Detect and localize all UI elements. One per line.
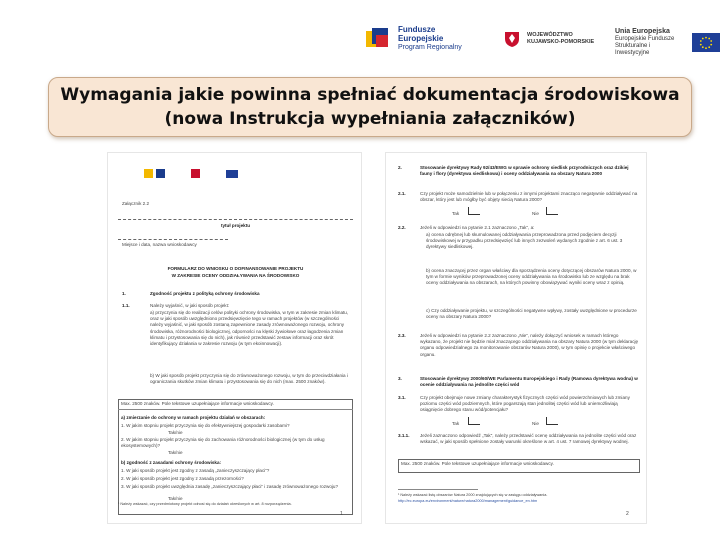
section-2-number: 2. <box>398 165 402 170</box>
question-b1: 1. W jaki sposób projekt jest zgodny z zasadą „zanieczyszczający płaci”? <box>121 468 270 473</box>
no-label: Nie <box>532 421 539 426</box>
section-2-title: Stosowanie dyrektywy Rady 92/43/EWG w sprawie ochrony siedlisk przyrodniczych oraz dzikiej fauny i flory (dyrektywa siedliskowa) i oceny oddziaływania na obszary Natura 2000 <box>420 165 629 177</box>
footnote: ¹ Należy wskazać, czy przedmiotowy projekt odnosi się do działań określonych w art. 8 rozporządzenia. <box>118 502 292 506</box>
no-label: Nie <box>532 211 539 216</box>
page-number: 1 <box>340 511 343 517</box>
ue-line2: Europejskie Fundusze <box>615 36 675 42</box>
coat-of-arms-icon <box>503 30 521 48</box>
section-2-3-text: Jeżeli w odpowiedzi na pytanie 2.2 zaznaczono „Nie”, należy dołączyć wniosek w ramach którego wykazano, że projekt nie będzie miał znaczącego oddziaływania na obszary Natura 2000 (w tym deklarację organu odpowiedzialnego za monitorowanie obszarów Natura 2000), w tym opinię o projekcie właściwego organu. <box>420 333 639 357</box>
section-2-2-b: b) ocena znaczącej przez organ właściwy dla sporządzenia oceny dotyczącej obszarów Natura 2000, w tym w formie wyników przeprowadzonej oceny oddziaływania na środowisko lub ze względu na brak oceny oddziaływania na obszarach, na których powinny obowiązywać wyniki oceny wraz z opinią. <box>426 268 637 286</box>
limit-note: Max. 2500 znaków. Pole tekstowe uzupełniające informacje wnioskodawcy. <box>121 401 274 406</box>
section-1-title: Zgodność projektu z polityką ochrony środowiska <box>150 291 260 296</box>
placement-label: Miejsce i data, nazwa wnioskodawcy <box>122 242 197 247</box>
section-2-2-c: c) Czy oddziaływanie projektu, w szczególności negatywne wpływy, zostały uwzględnione w procedurze oceny na obszary Natura 2000? <box>426 308 637 320</box>
section-2-3-number: 2.3. <box>398 333 406 338</box>
document-page-1 <box>107 152 362 524</box>
answer-yes-no: Tak/nie <box>168 496 183 501</box>
section-3-1-number: 3.1. <box>398 395 406 400</box>
section-2-2-a: a) ocena odrębnej lub skumulowanej oddziaływania przeprowadzona przed podjęciem decyzji środowiskowej w przypadku przedsięwzięć lub innych zezwoleń wydanych zgodnie z art. 6 ust. 3 dyrektywy siedliskowej. <box>426 232 623 250</box>
page-kp-logo <box>191 169 200 178</box>
section-1-1-b: b) W jaki sposób projekt przyczynia się do zrównoważonego rozwoju, w tym do przeciwdziałania i ograniczania skutków zmian klimatu i przystosowania się do nich (max. 2500 znaków). <box>150 373 348 385</box>
section-3-1-1-number: 3.1.1. <box>398 433 410 438</box>
no-checkbox <box>546 417 558 425</box>
slide-title-line1: Wymagania jakie powinna spełniać dokumentacja środowiskowa <box>60 85 680 105</box>
section-2-1-number: 2.1. <box>398 191 406 196</box>
section-3-1-text: Czy projekt obejmuje nowe zmiany charakterystyk fizycznych części wód powierzchniowych lub zmiany poziomu części wód podziemnych, które pogarszają stan jednolitej części wód lub uniemożliwiają osiągnięcie dobrego stanu wód/potencjału? <box>420 395 630 413</box>
ue-line1: Unia Europejska <box>615 28 670 35</box>
question-b: b) zgodność z zasadami ochrony środowiska: <box>121 460 222 465</box>
attachment-ref: Załącznik 2.2 <box>122 201 150 206</box>
yes-label: Tak <box>452 421 460 426</box>
fe-line3: Program Regionalny <box>398 44 462 51</box>
footnote-1: ¹ Należy wskazać listę obszarów Natura 2000 znajdujących się w zasięgu oddziaływania. <box>398 493 548 497</box>
section-3-number: 3. <box>398 376 402 381</box>
page-ue-logo <box>226 170 238 178</box>
no-checkbox <box>546 207 558 215</box>
kujawsko-pomorskie-logo <box>503 30 594 48</box>
yes-checkbox <box>468 417 480 425</box>
section-3-1-1-text: Jeżeli zaznaczono odpowiedź „Tak”, należy przedstawić ocenę oddziaływania na jednolite części wód oraz wskazać, w jaki sposób spełnione zostały warunki określone w art. 4 ust. 7 ramowej dyrektywy wodnej. <box>420 433 637 445</box>
form-title-1: FORMULARZ DO WNIOSKU O DOFINANSOWANIE PROJEKTU <box>167 266 304 271</box>
section-1-1-a: a) przyczynia się do realizacji celów polityki ochrony środowiska, w tym w zakresie zmian klimatu, oraz w jaki sposób uwzględniono przedsięwzięcie tego w ramach projektów (w szczególności należy wyjaśnić, w jaki sposób zostaną zapewnione zasady zrównoważonego rozwoju, ochrony środowiska, różnorodności biologicznej, odporności na klęski żywiołowe oraz łagodzenia zmian klimatu i przystosowania się do nich), jak również przedstawić zestaw informacji oraz skrót identyfikujący działania w zakresie rozwoju (w tym ekoinnowacji). <box>150 310 349 347</box>
footnote-rule <box>398 489 478 490</box>
section-1-1-number: 1.1. <box>122 303 130 308</box>
fe-line1: Fundusze <box>398 25 436 34</box>
question-b3: 3. W jaki sposób projekt uwzględnia zasadę „zanieczyszczający płaci” i zasadę zrównoważonego rozwoju? <box>121 484 339 489</box>
slide-title-box <box>48 77 692 137</box>
divider <box>118 239 228 240</box>
page-logo-strip <box>144 169 238 178</box>
ue-line3: Strukturalne i Inwestycyjne <box>615 43 651 56</box>
question-a2: 2. W jakim stopniu projekt przyczynia się do zachowania różnorodności biologicznej (w tym do usług ekosystemowych)? <box>121 437 325 449</box>
answer-yes-no: Tak/nie <box>168 430 183 435</box>
form-title-2: W ZAKRESIE OCENY ODDZIAŁYWANIA NA ŚRODOWISKO <box>171 273 300 278</box>
answer-yes-no: Tak/nie <box>168 450 183 455</box>
page-number: 2 <box>626 511 629 517</box>
unia-europejska-logo <box>615 28 720 57</box>
slide-title-line2: (nowa Instrukcja wypełniania załączników) <box>164 109 576 129</box>
divider <box>118 219 353 220</box>
fundusze-europejskie-logo <box>366 26 462 52</box>
footnote-link[interactable]: http://ec.europa.eu/environment/nature/natura2000/management/guidance_en.htm <box>398 499 538 503</box>
document-page-2 <box>385 152 647 524</box>
question-b2: 2. W jaki sposób projekt jest zgodny z zasadą przezorności? <box>121 476 244 481</box>
section-1-1-text: Należy wyjaśnić, w jaki sposób projekt: <box>150 303 230 308</box>
kp-line1: WOJEWÓDZTWO <box>527 32 573 38</box>
fe-line2: Europejskie <box>398 34 444 43</box>
section-3-title: Stosowanie dyrektywy 2000/60/WE Parlamentu Europejskiego i Rady (Ramowa dyrektywa wodna) w ocenie oddziaływania na jednolite części wód <box>420 376 638 388</box>
section-2-2-text: Jeżeli w odpowiedzi na pytanie 2.1 zaznaczono „Tak”, a: <box>420 225 535 230</box>
yes-checkbox <box>468 207 480 215</box>
section-2-1-text: Czy projekt może samodzielnie lub w połączeniu z innymi projektami znacząco negatywnie oddziaływać na obszar, który jest lub mógłby być objęty siecią Natura 2000? <box>420 191 638 203</box>
kp-line2: KUJAWSKO-POMORSKIE <box>527 39 595 45</box>
fe-mark-icon <box>366 28 392 50</box>
divider <box>118 409 353 410</box>
page-fe-logo <box>144 169 165 178</box>
logo-strip <box>0 0 720 72</box>
question-a1: 1. W jakim stopniu projekt przyczynia się do efektywniejszej gospodarki zasobami? <box>121 423 290 428</box>
yes-label: Tak <box>452 211 460 216</box>
section-1-number: 1. <box>122 291 126 296</box>
project-title-label: tytuł projektu <box>220 223 251 228</box>
section-2-2-number: 2.2. <box>398 225 406 230</box>
eu-flag-icon <box>692 33 720 52</box>
limit-note: Max. 2500 znaków. Pole tekstowe uzupełniające informacje wnioskodawcy. <box>401 461 554 466</box>
question-a: a) zmierzanie do ochrony w ramach projektu działań w obszarach: <box>121 415 266 420</box>
